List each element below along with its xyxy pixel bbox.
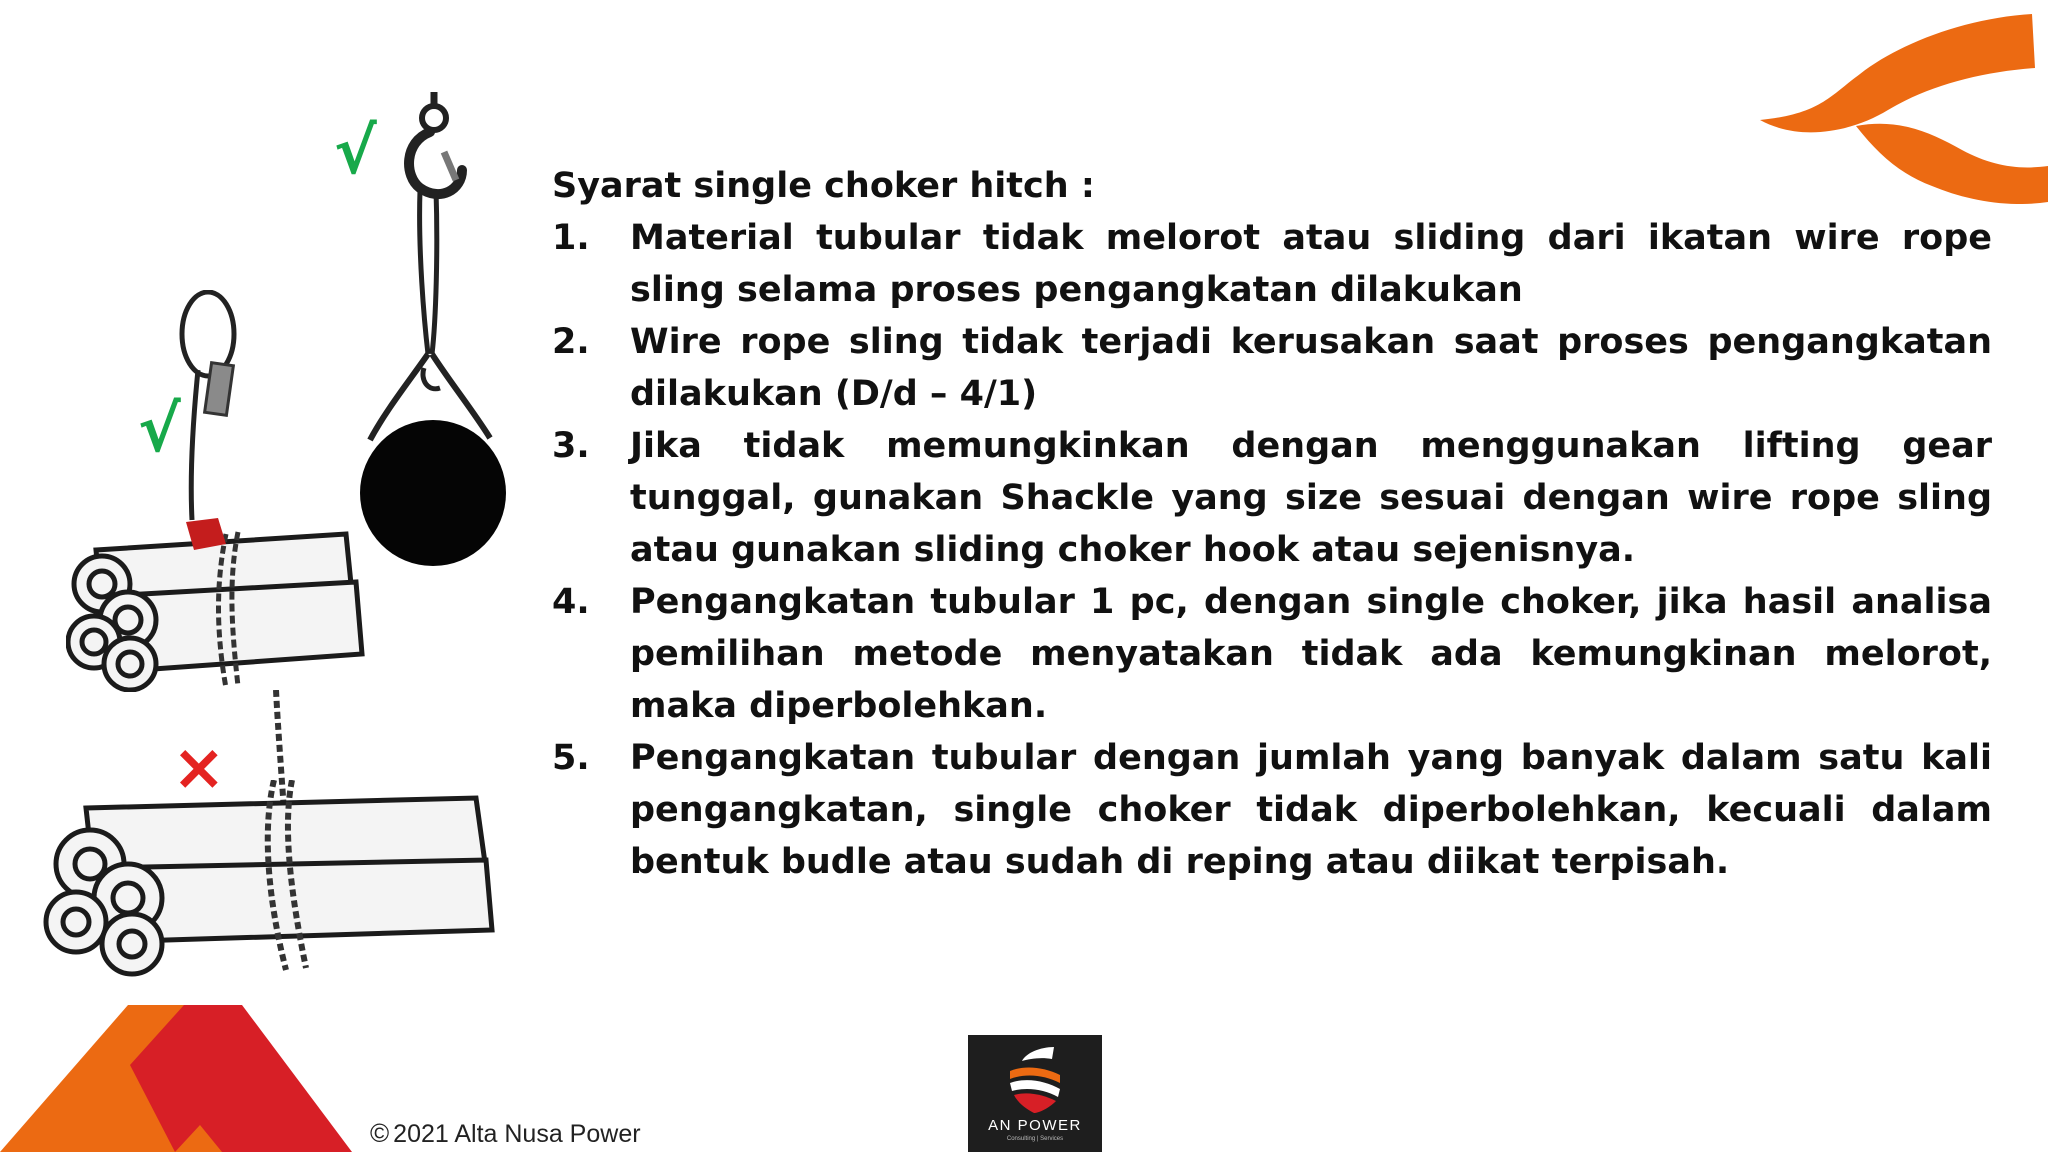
list-item-number: 2. <box>552 322 590 362</box>
list-item-number: 1. <box>552 218 590 258</box>
round-load-icon <box>358 418 508 568</box>
list-item-number: 5. <box>552 738 590 778</box>
pipe-bundle-icon <box>66 512 366 692</box>
list-item-number: 3. <box>552 426 590 466</box>
cross-mark-bottom: × <box>172 731 226 805</box>
an-power-logo <box>968 1035 1102 1152</box>
pipe-bundle-large-icon <box>36 780 496 980</box>
check-mark-top: √ <box>334 115 377 189</box>
copyright-symbol: © <box>370 1118 390 1148</box>
logo-brand-name: AN POWER <box>988 1117 1082 1134</box>
list-item <box>552 420 1992 576</box>
list-item-text: Pengangkatan tubular dengan jumlah yang banyak dalam satu kali pengangkatan, single choker tidak diperbolehkan, kecuali dalam bentuk budle atau sudah di reping atau diikat terpisah. <box>630 738 1992 882</box>
list-item-text: Material tubular tidak melorot atau sliding dari ikatan wire rope sling selama proses pengangkatan dilakukan <box>630 218 1992 310</box>
slide-title: Syarat single choker hitch : <box>552 166 1095 206</box>
requirements-list <box>552 212 1992 888</box>
list-item <box>552 732 1992 888</box>
an-power-emblem-icon <box>1004 1045 1066 1115</box>
copyright-notice <box>370 1118 641 1149</box>
eye-sling-icon <box>170 290 260 530</box>
list-item-text: Jika tidak memungkinkan dengan menggunakan lifting gear tunggal, gunakan Shackle yang size sesuai dengan wire rope sling atau gunakan sliding choker hook atau sejenisnya. <box>630 426 1992 570</box>
logo-tagline: Consulting | Services <box>1006 1136 1064 1142</box>
list-item <box>552 316 1992 420</box>
list-item <box>552 576 1992 732</box>
copyright-text: 2021 Alta Nusa Power <box>393 1120 641 1148</box>
list-item-text: Pengangkatan tubular 1 pc, dengan single choker, jika hasil analisa pemilihan metode menyatakan tidak ada kemungkinan melorot, maka diperbolehkan. <box>630 582 1992 726</box>
list-item-text: Wire rope sling tidak terjadi kerusakan saat proses pengangkatan dilakukan (D/d – 4/1) <box>630 322 1992 414</box>
slide-content <box>552 160 1992 888</box>
check-mark-middle: √ <box>138 393 181 467</box>
list-item <box>552 212 1992 316</box>
list-item-number: 4. <box>552 582 590 622</box>
